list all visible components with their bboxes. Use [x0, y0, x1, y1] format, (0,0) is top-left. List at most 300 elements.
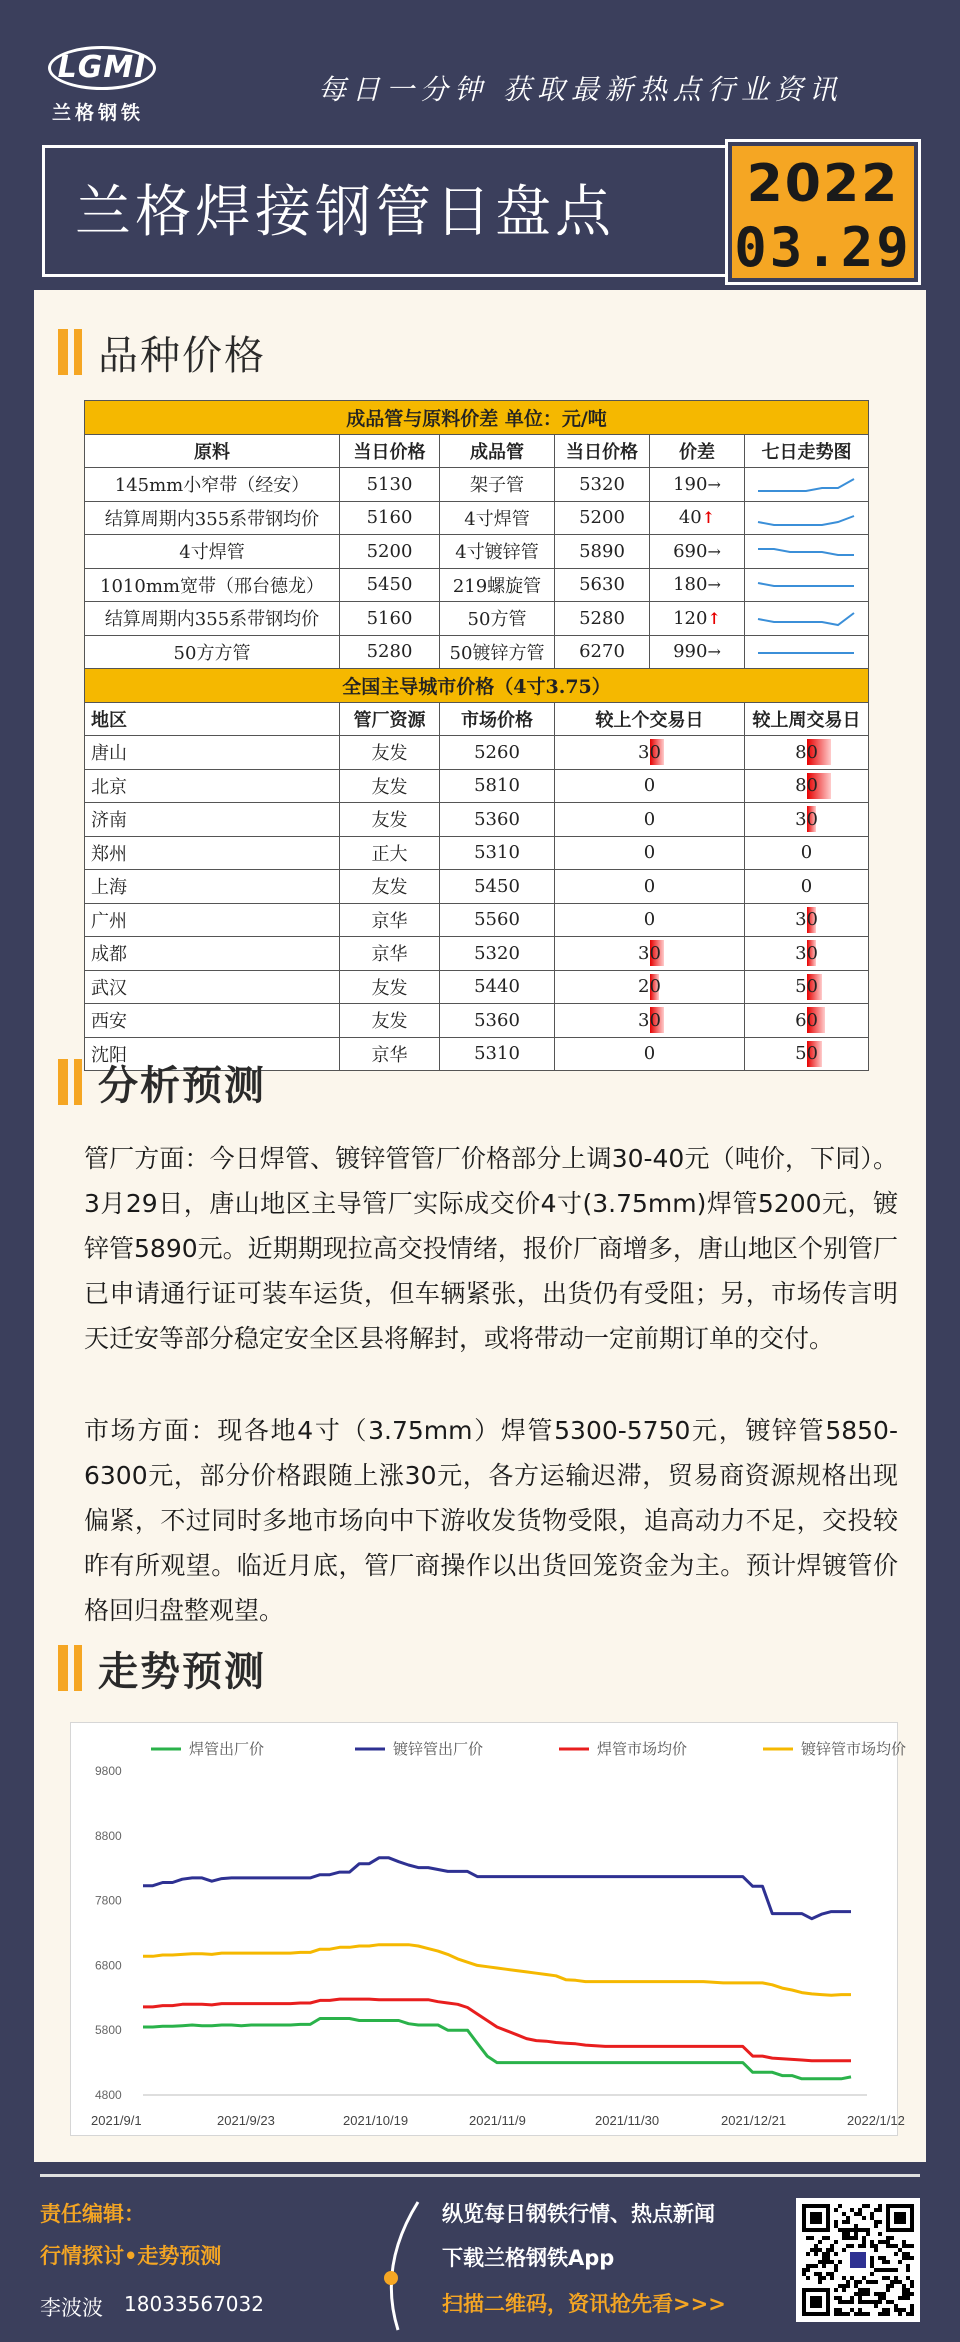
- qr-module: [806, 2264, 810, 2268]
- legend-label: 焊管出厂价: [189, 1740, 265, 1758]
- qr-module: [910, 2280, 914, 2284]
- qr-module: [858, 2212, 862, 2216]
- mill-cell: 友发: [340, 769, 440, 803]
- qr-module: [838, 2284, 842, 2288]
- sparkline: [752, 472, 862, 496]
- qr-module: [818, 2272, 822, 2276]
- sparkline-path: [758, 549, 854, 555]
- qr-module: [882, 2312, 886, 2316]
- qr-module: [886, 2312, 890, 2316]
- section-title-text: 走势预测: [98, 1648, 266, 1695]
- qr-module: [858, 2296, 862, 2300]
- date-badge: [728, 142, 918, 282]
- qr-module: [866, 2232, 870, 2236]
- qr-module: [862, 2300, 866, 2304]
- qr-module: [882, 2260, 886, 2264]
- raw-price-cell: 5160: [340, 602, 440, 636]
- table-row: [85, 602, 869, 636]
- change-value: 30: [638, 942, 661, 964]
- market-price-cell: 5440: [440, 970, 555, 1004]
- qr-module: [878, 2268, 882, 2272]
- raw-price-cell: 5200: [340, 535, 440, 569]
- qr-finder: [810, 2212, 822, 2224]
- section-bar-icon: [74, 1059, 82, 1105]
- qr-module: [846, 2236, 850, 2240]
- qr-module: [858, 2244, 862, 2248]
- column-header: 当日价格: [555, 434, 650, 468]
- section-bar-icon: [74, 329, 82, 375]
- qr-module: [878, 2204, 882, 2208]
- change-prev-day-cell: [555, 769, 745, 803]
- footer-promo-3: 扫描二维码，资讯抢先看>>>: [442, 2292, 726, 2316]
- footer-divider: [40, 2174, 920, 2177]
- market-price-cell: 5360: [440, 1004, 555, 1038]
- x-tick-label: 2021/12/21: [721, 2113, 787, 2128]
- qr-module: [894, 2276, 898, 2280]
- qr-module: [874, 2220, 878, 2224]
- change-value: 0: [643, 875, 656, 897]
- x-tick-label: 2022/1/12: [847, 2113, 905, 2128]
- qr-module: [902, 2244, 906, 2248]
- section-title-text: 分析预测: [98, 1062, 266, 1109]
- qr-module: [882, 2256, 886, 2260]
- footer-editor-name: 李波波: [40, 2296, 103, 2320]
- qr-module: [910, 2292, 914, 2296]
- price-diff-cell: [650, 568, 745, 602]
- qr-module: [846, 2300, 850, 2304]
- price-diff-cell: [650, 501, 745, 535]
- raw-material-cell: 1010mm宽带（邢台德龙）: [85, 568, 340, 602]
- raw-price-cell: 5130: [340, 468, 440, 502]
- qr-module: [906, 2276, 910, 2280]
- qr-module: [842, 2284, 846, 2288]
- change-value: 30: [638, 741, 661, 763]
- city-cell: 济南: [85, 803, 340, 837]
- qr-module: [846, 2312, 850, 2316]
- qr-module: [874, 2280, 878, 2284]
- qr-module: [886, 2236, 890, 2240]
- change-value: 30: [795, 909, 818, 931]
- table-row: [85, 468, 869, 502]
- qr-module: [890, 2236, 894, 2240]
- price-diff-value: 40: [678, 507, 702, 529]
- qr-module: [886, 2268, 890, 2272]
- raw-material-cell: 50方方管: [85, 635, 340, 669]
- change-value: 0: [643, 842, 656, 864]
- qr-module: [870, 2260, 874, 2264]
- qr-module: [870, 2244, 874, 2248]
- city-cell: 沈阳: [85, 1037, 340, 1071]
- market-price-cell: 5260: [440, 736, 555, 770]
- table-row: [85, 501, 869, 535]
- qr-module: [878, 2256, 882, 2260]
- sparkline: [752, 539, 862, 563]
- qr-module: [874, 2300, 878, 2304]
- city-cell: 广州: [85, 903, 340, 937]
- section-bar-icon: [58, 1645, 68, 1691]
- qr-module: [862, 2236, 866, 2240]
- qr-module: [834, 2224, 838, 2228]
- product-cell: 架子管: [440, 468, 555, 502]
- table-header-row: [85, 702, 869, 736]
- qr-module: [814, 2272, 818, 2276]
- qr-module: [818, 2248, 822, 2252]
- arrow-right-icon: →: [707, 474, 721, 494]
- qr-module: [906, 2292, 910, 2296]
- sparkline: [752, 640, 862, 664]
- price-diff-value: 190: [673, 473, 708, 495]
- qr-module: [894, 2304, 898, 2308]
- price-diff-cell: [650, 468, 745, 502]
- y-tick-label: 5800: [95, 2023, 122, 2038]
- qr-module: [830, 2260, 834, 2264]
- city-cell: 唐山: [85, 736, 340, 770]
- section-bar-icon: [58, 329, 68, 375]
- raw-price-cell: 5280: [340, 635, 440, 669]
- qr-module: [910, 2244, 914, 2248]
- x-tick-label: 2021/11/9: [469, 2113, 526, 2128]
- qr-module: [810, 2248, 814, 2252]
- sparkline-path: [758, 613, 854, 625]
- qr-module: [834, 2240, 838, 2244]
- qr-module: [874, 2268, 878, 2272]
- page-title: 兰格焊接钢管日盘点: [75, 180, 615, 245]
- qr-module: [834, 2296, 838, 2300]
- qr-module: [810, 2264, 814, 2268]
- qr-module: [866, 2204, 870, 2208]
- qr-module: [890, 2284, 894, 2288]
- qr-module: [890, 2268, 894, 2272]
- qr-module: [882, 2240, 886, 2244]
- qr-module: [806, 2276, 810, 2280]
- qr-module: [842, 2312, 846, 2316]
- qr-module: [838, 2228, 842, 2232]
- table-caption-row: [85, 669, 869, 703]
- qr-module: [866, 2228, 870, 2232]
- change-value: 60: [795, 1009, 818, 1031]
- section-title-text: 品种价格: [98, 332, 266, 379]
- raw-price-cell: 5450: [340, 568, 440, 602]
- qr-module: [858, 2292, 862, 2296]
- qr-module: [906, 2296, 910, 2300]
- qr-module: [818, 2276, 822, 2280]
- market-price-cell: 5560: [440, 903, 555, 937]
- column-header: 成品管: [440, 434, 555, 468]
- qr-module: [822, 2264, 826, 2268]
- column-header: 原料: [85, 434, 340, 468]
- qr-module: [838, 2296, 842, 2300]
- city-cell: 郑州: [85, 836, 340, 870]
- table-row: [85, 937, 869, 971]
- qr-module: [878, 2240, 882, 2244]
- change-prev-day-cell: [555, 836, 745, 870]
- change-prev-week-cell: [745, 903, 869, 937]
- qr-module: [878, 2296, 882, 2300]
- price-diff-value: 180: [673, 574, 708, 596]
- market-price-cell: 5360: [440, 803, 555, 837]
- product-cell: 219螺旋管: [440, 568, 555, 602]
- qr-module: [874, 2292, 878, 2296]
- raw-material-cell: 4寸焊管: [85, 535, 340, 569]
- change-value: 30: [795, 808, 818, 830]
- column-header: 价差: [650, 434, 745, 468]
- change-prev-day-cell: [555, 736, 745, 770]
- product-price-cell: 5630: [555, 568, 650, 602]
- qr-module: [890, 2244, 894, 2248]
- qr-module: [910, 2304, 914, 2308]
- table-row: [85, 635, 869, 669]
- qr-module: [886, 2288, 890, 2292]
- qr-module: [882, 2292, 886, 2296]
- qr-module: [870, 2300, 874, 2304]
- qr-module: [850, 2208, 854, 2212]
- qr-module: [910, 2312, 914, 2316]
- qr-module: [838, 2312, 842, 2316]
- qr-module: [878, 2208, 882, 2212]
- table-row: [85, 970, 869, 1004]
- qr-module: [850, 2276, 854, 2280]
- sparkline: [752, 506, 862, 530]
- qr-module: [826, 2236, 830, 2240]
- legend-label: 焊管市场均价: [597, 1740, 688, 1758]
- qr-module: [886, 2244, 890, 2248]
- mill-cell: 京华: [340, 937, 440, 971]
- qr-module: [890, 2280, 894, 2284]
- qr-logo-icon: [850, 2252, 866, 2268]
- arrow-right-icon: →: [707, 575, 721, 595]
- qr-module: [854, 2280, 858, 2284]
- qr-module: [858, 2208, 862, 2212]
- qr-module: [902, 2240, 906, 2244]
- table-caption: 全国主导城市价格（4寸3.75）: [85, 669, 869, 703]
- y-tick-label: 7800: [95, 1893, 122, 1908]
- footer-section-label: 行情探讨•走势预测: [40, 2244, 222, 2268]
- mill-cell: 友发: [340, 1004, 440, 1038]
- qr-module: [886, 2300, 890, 2304]
- qr-module: [802, 2272, 806, 2276]
- product-price-cell: 5200: [555, 501, 650, 535]
- qr-module: [806, 2236, 810, 2240]
- footer-promo-2: 下载兰格钢铁App: [442, 2246, 615, 2270]
- legend-label: 镀锌管出厂价: [393, 1740, 484, 1758]
- qr-module: [874, 2208, 878, 2212]
- mill-cell: 友发: [340, 803, 440, 837]
- legend-label: 镀锌管市场均价: [801, 1740, 907, 1758]
- qr-module: [894, 2252, 898, 2256]
- change-prev-week-cell: [745, 1004, 869, 1038]
- qr-module: [846, 2232, 850, 2236]
- qr-module: [862, 2288, 866, 2292]
- sparkline: [752, 606, 862, 630]
- qr-module: [854, 2284, 858, 2288]
- qr-module: [890, 2300, 894, 2304]
- city-cell: 北京: [85, 769, 340, 803]
- analysis-paragraph-mills: 管厂方面：今日焊管、镀锌管管厂价格部分上调30-40元（吨价，下同）。3月29日，唐山地区主导管厂实际成交价4寸(3.75mm)焊管5200元，镀锌管5890元。近期期现拉高交投情绪，报价厂商增多，唐山地区个别管厂已申请通行证可装车运货，但车辆紧张，出货仍有受阻；另，市场传言明天迁安等部分稳定安全区县将解封，或将带动一定前期订单的交付。: [84, 1144, 898, 1353]
- change-prev-day-cell: [555, 1004, 745, 1038]
- qr-module: [830, 2276, 834, 2280]
- series-line: [143, 1858, 851, 1919]
- change-value: 80: [795, 775, 818, 797]
- qr-module: [870, 2280, 874, 2284]
- sparkline-cell: [745, 501, 869, 535]
- qr-module: [842, 2248, 846, 2252]
- qr-module: [906, 2268, 910, 2272]
- change-value: 0: [643, 1043, 656, 1065]
- city-cell: 成都: [85, 937, 340, 971]
- table-caption-row: [85, 401, 869, 435]
- table-row: [85, 769, 869, 803]
- sparkline-cell: [745, 635, 869, 669]
- qr-module: [882, 2276, 886, 2280]
- qr-module: [902, 2256, 906, 2260]
- qr-module: [874, 2224, 878, 2228]
- qr-module: [870, 2272, 874, 2276]
- qr-module: [878, 2300, 882, 2304]
- arrow-right-icon: →: [707, 642, 721, 662]
- qr-module: [806, 2252, 810, 2256]
- qr-module: [886, 2260, 890, 2264]
- price-diff-value: 990: [673, 641, 708, 663]
- table-row: [85, 870, 869, 904]
- x-tick-label: 2021/10/19: [343, 2113, 409, 2128]
- change-prev-week-cell: [745, 1037, 869, 1071]
- qr-module: [882, 2296, 886, 2300]
- qr-module: [878, 2312, 882, 2316]
- qr-module: [834, 2268, 838, 2272]
- qr-module: [822, 2256, 826, 2260]
- sparkline-cell: [745, 468, 869, 502]
- qr-module: [846, 2228, 850, 2232]
- qr-module: [906, 2288, 910, 2292]
- qr-module: [814, 2244, 818, 2248]
- qr-module: [854, 2212, 858, 2216]
- x-tick-label: 2021/9/23: [217, 2113, 275, 2128]
- section-bar-icon: [74, 1645, 82, 1691]
- qr-module: [854, 2224, 858, 2228]
- raw-material-cell: 结算周期内355系带钢均价: [85, 501, 340, 535]
- qr-module: [862, 2204, 866, 2208]
- table-caption: 成品管与原料价差 单位：元/吨: [85, 401, 869, 435]
- market-price-cell: 5310: [440, 836, 555, 870]
- qr-module: [826, 2248, 830, 2252]
- section-title-prices: [58, 322, 266, 382]
- change-prev-day-cell: [555, 870, 745, 904]
- price-diff-cell: [650, 535, 745, 569]
- qr-module: [834, 2264, 838, 2268]
- qr-module: [842, 2220, 846, 2224]
- qr-module: [866, 2280, 870, 2284]
- y-tick-label: 8800: [95, 1828, 122, 1843]
- qr-module: [842, 2228, 846, 2232]
- raw-material-cell: 结算周期内355系带钢均价: [85, 602, 340, 636]
- qr-module: [862, 2276, 866, 2280]
- qr-module: [906, 2252, 910, 2256]
- qr-module: [858, 2308, 862, 2312]
- change-value: 50: [795, 976, 818, 998]
- qr-module: [846, 2244, 850, 2248]
- qr-code-icon: [802, 2204, 914, 2316]
- table-row: [85, 568, 869, 602]
- qr-module: [886, 2308, 890, 2312]
- qr-module: [882, 2268, 886, 2272]
- qr-module: [834, 2220, 838, 2224]
- qr-module: [882, 2308, 886, 2312]
- analysis-paragraph-market: 市场方面：现各地4寸（3.75mm）焊管5300-5750元，镀锌管5850-6300元，部分价格跟随上涨30元，各方运输迟滞，贸易商资源规格出现偏紧，不过同时多地市场向中下游收发货物受限，追高动力不足，交投较昨有所观望。临近月底，管厂商操作以出货回笼资金为主。预计焊镀管价格回归盘整观望。: [84, 1416, 898, 1625]
- sparkline-path: [758, 479, 854, 491]
- arrow-up-icon: ↑: [701, 508, 716, 528]
- qr-code[interactable]: [796, 2198, 920, 2322]
- qr-module: [874, 2244, 878, 2248]
- product-price-cell: 5890: [555, 535, 650, 569]
- y-tick-label: 4800: [95, 2088, 122, 2102]
- qr-module: [830, 2248, 834, 2252]
- qr-module: [846, 2280, 850, 2284]
- qr-module: [854, 2232, 858, 2236]
- qr-module: [842, 2288, 846, 2292]
- qr-module: [838, 2300, 842, 2304]
- qr-module: [826, 2256, 830, 2260]
- logo-letters: LGMI: [57, 50, 147, 85]
- qr-module: [898, 2312, 902, 2316]
- change-value: 0: [643, 775, 656, 797]
- change-prev-day-cell: [555, 970, 745, 1004]
- mill-cell: 京华: [340, 1037, 440, 1071]
- change-prev-day-cell: [555, 903, 745, 937]
- city-cell: 西安: [85, 1004, 340, 1038]
- qr-module: [834, 2312, 838, 2316]
- qr-module: [902, 2252, 906, 2256]
- qr-module: [850, 2244, 854, 2248]
- qr-module: [866, 2300, 870, 2304]
- change-value: 0: [643, 909, 656, 931]
- qr-module: [850, 2228, 854, 2232]
- qr-module: [826, 2260, 830, 2264]
- column-header: 当日价格: [340, 434, 440, 468]
- lgmi-logo: [40, 40, 160, 130]
- qr-module: [838, 2308, 842, 2312]
- market-price-cell: 5450: [440, 870, 555, 904]
- date-month-day: 03.29: [734, 216, 912, 279]
- qr-module: [806, 2268, 810, 2272]
- raw-material-cell: 145mm小窄带（经安）: [85, 468, 340, 502]
- change-value: 20: [638, 976, 661, 998]
- change-prev-week-cell: [745, 803, 869, 837]
- qr-module: [846, 2284, 850, 2288]
- table-row: [85, 836, 869, 870]
- qr-module: [802, 2268, 806, 2272]
- qr-module: [850, 2308, 854, 2312]
- qr-module: [874, 2304, 878, 2308]
- qr-module: [870, 2264, 874, 2268]
- qr-module: [906, 2244, 910, 2248]
- mill-cell: 友发: [340, 736, 440, 770]
- qr-module: [842, 2232, 846, 2236]
- qr-module: [822, 2276, 826, 2280]
- sparkline-path: [758, 516, 854, 525]
- product-price-cell: 5280: [555, 602, 650, 636]
- qr-module: [842, 2300, 846, 2304]
- qr-module: [898, 2308, 902, 2312]
- sparkline: [752, 573, 862, 597]
- qr-module: [834, 2252, 838, 2256]
- header: [0, 0, 960, 290]
- change-prev-day-cell: [555, 1037, 745, 1071]
- qr-module: [826, 2252, 830, 2256]
- qr-module: [814, 2248, 818, 2252]
- change-value: 30: [795, 942, 818, 964]
- change-value: 30: [638, 1009, 661, 1031]
- qr-module: [838, 2260, 842, 2264]
